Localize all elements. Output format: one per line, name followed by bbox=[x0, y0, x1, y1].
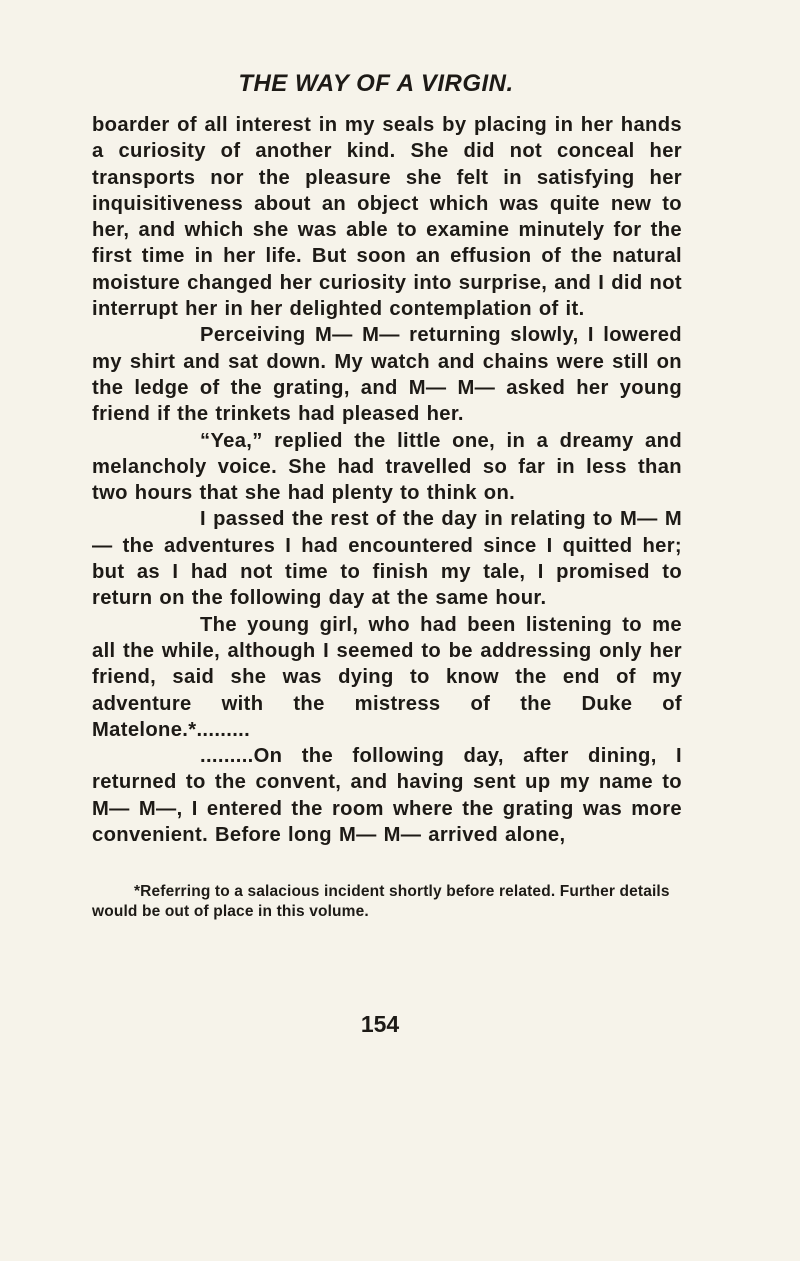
paragraph-6: .........On the following day, after dining, I returned to the convent, and having sent up my name to M— M—, I entered the room where the grating was more convenient. Before long M— M— arrived alone, bbox=[92, 745, 682, 847]
book-page bbox=[92, 70, 682, 922]
paragraph-4: I passed the rest of the day in relating to M— M— the adventures I had encountered since I quitted her; but as I had not time to finish my tale, I promised to return on the following day at the same hour. bbox=[92, 508, 682, 610]
paragraph-2: Perceiving M— M— returning slowly, I lowered my shirt and sat down. My watch and chains were still on the ledge of the grating, and M— M— asked her young friend if the trinkets had pleased her. bbox=[92, 324, 682, 426]
running-head: THE WAY OF A VIRGIN. bbox=[238, 70, 514, 97]
paragraph-1: boarder of all interest in my seals by placing in her hands a curiosity of another kind. She did not conceal her transports nor the pleasure she felt in satisfying her inquisitiveness about an object which was quite new to her, and which she was able to examine minutely for the first time in her life. But soon an effusion of the natural moisture changed her curiosity into surprise, and I did not interrupt her in her delighted contemplation of it. bbox=[92, 114, 682, 321]
paragraph-5: The young girl, who had been listening to me all the while, although I seemed to be addressing only her friend, said she was dying to know the end of my adventure with the mistress of the Duke of Matelone.*......... bbox=[92, 613, 682, 741]
footnote: *Referring to a salacious incident shortly before related. Further details would be out of place in this volume. bbox=[92, 883, 670, 921]
body-text bbox=[92, 112, 682, 848]
page-number: 154 bbox=[360, 1011, 400, 1037]
footnote-block bbox=[92, 882, 682, 922]
paragraph-3: “Yea,” replied the little one, in a dreamy and melancholy voice. She had travelled so far in less than two hours that she had plenty to think on. bbox=[92, 429, 682, 505]
